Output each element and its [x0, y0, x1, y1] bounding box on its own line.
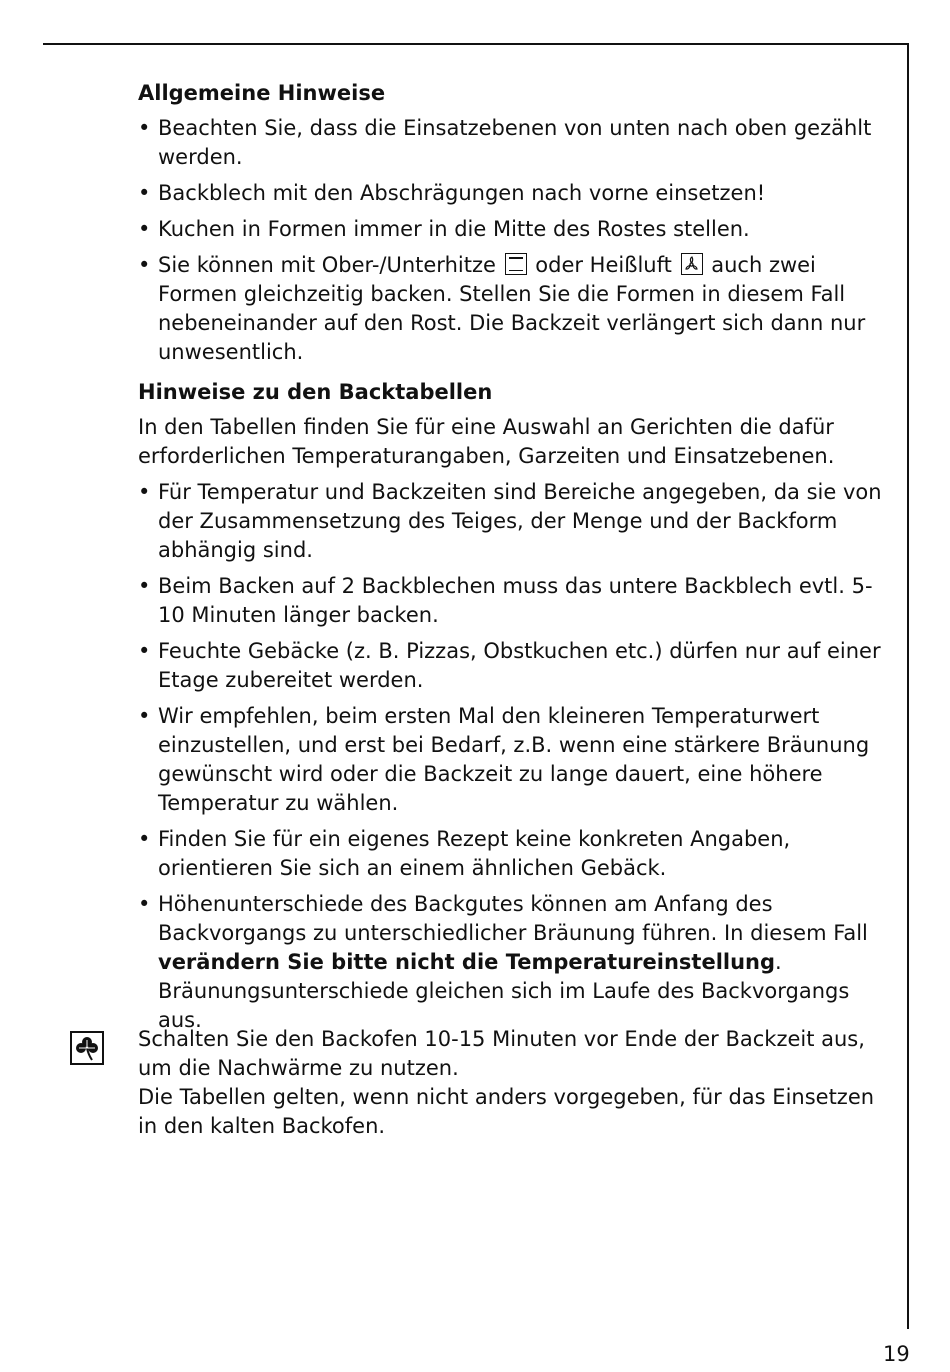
- main-content: [138, 78, 883, 1042]
- top-bottom-heat-icon: [505, 253, 527, 275]
- heading-baking-tables: Hinweise zu den Backtabellen: [138, 380, 493, 404]
- clover-icon: [70, 1031, 104, 1065]
- list-item: • Beim Backen auf 2 Backblechen muss das untere Backblech evtl. 5-10 Minuten länger backen.: [138, 574, 873, 627]
- tip-line-1: Schalten Sie den Backofen 10-15 Minuten vor Ende der Backzeit aus, um die Nachwärme zu nutzen.: [138, 1027, 865, 1080]
- baking-tables-list: [138, 478, 883, 1035]
- bold-warning: verändern Sie bitte nicht die Temperatureinstellung: [158, 950, 776, 974]
- baking-tables-intro: In den Tabellen finden Sie für eine Auswahl an Gerichten die dafür erforderlichen Temperaturangaben, Garzeiten und Einsatzebenen.: [138, 415, 835, 468]
- list-item: • Kuchen in Formen immer in die Mitte des Rostes stellen.: [138, 217, 750, 241]
- list-item: • Backblech mit den Abschrägungen nach vorne einsetzen!: [138, 181, 766, 205]
- right-rule: [907, 43, 909, 1329]
- list-item: • Feuchte Gebäcke (z. B. Pizzas, Obstkuchen etc.) dürfen nur auf einer Etage zubereitet werden.: [138, 639, 881, 692]
- list-item: • Beachten Sie, dass die Einsatzebenen von unten nach oben gezählt werden.: [138, 116, 872, 169]
- general-notes-list: [138, 114, 883, 367]
- heading-general-notes: Allgemeine Hinweise: [138, 81, 386, 105]
- top-rule: [43, 43, 909, 45]
- energy-tip: [138, 1025, 883, 1141]
- list-item: • Höhenunterschiede des Backgutes können am Anfang des Backvorgangs zu unterschiedlicher Bräunung führen. In diesem Fall verändern Sie bitte nicht die Temperatureinstellung. Bräunungsunterschiede gleichen sich im Laufe des Backvorgangs aus.: [138, 892, 868, 1032]
- list-item: • Für Temperatur und Backzeiten sind Bereiche angegeben, da sie von der Zusammensetzung des Teiges, der Menge und der Backform abhängig sind.: [138, 480, 882, 562]
- page-number: 19: [883, 1342, 910, 1366]
- list-item: • Wir empfehlen, beim ersten Mal den kleineren Temperaturwert einzustellen, und erst bei Bedarf, z.B. wenn eine stärkere Bräunung gewünscht wird oder die Backzeit zu lange dauert, eine höhere Temperatur zu wählen.: [138, 704, 870, 815]
- list-item: • Finden Sie für ein eigenes Rezept keine konkreten Angaben, orientieren Sie sich an einem ähnlichen Gebäck.: [138, 827, 791, 880]
- fan-heat-icon: [681, 253, 703, 275]
- list-item: • Sie können mit Ober-/Unterhitze oder Heißluft auch zwei Formen gleichzeitig backen. Stellen Sie die Formen in diesem Fall nebeneinander auf den Rost. Die Backzeit verlängert sich dann nur unwesentlich.: [138, 253, 866, 364]
- tip-line-2: Die Tabellen gelten, wenn nicht anders vorgegeben, für das Einsetzen in den kalten Backofen.: [138, 1085, 875, 1138]
